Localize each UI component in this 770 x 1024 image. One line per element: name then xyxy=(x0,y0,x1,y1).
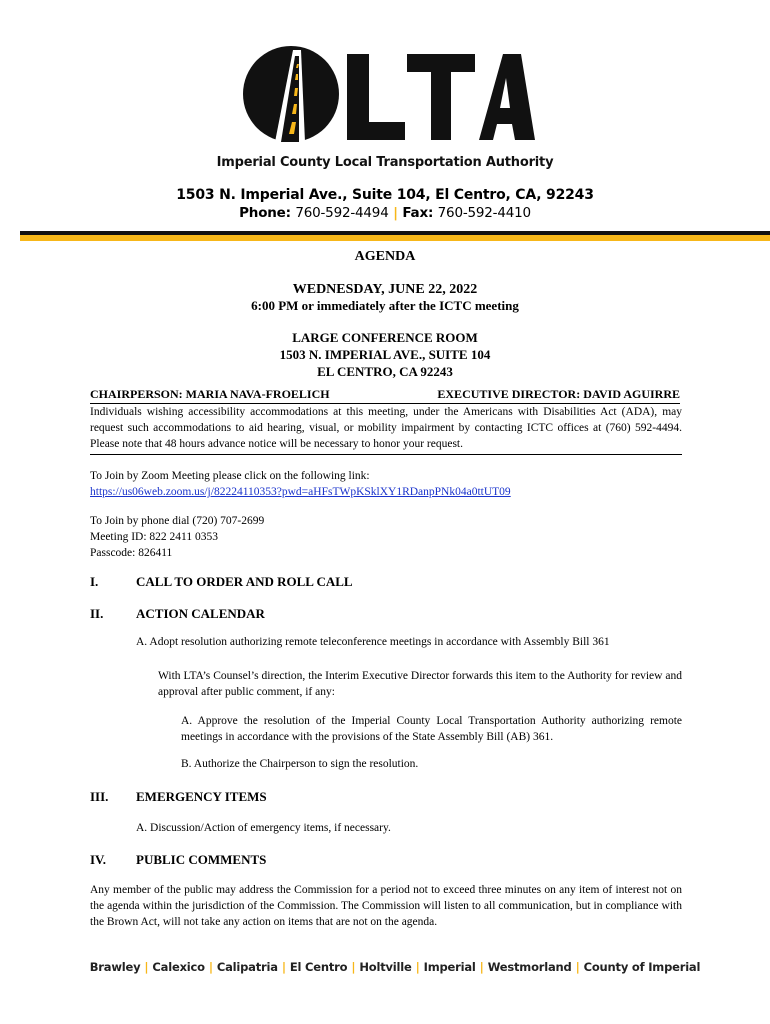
zoom-link[interactable]: https://us06web.zoom.us/j/82224110353?pwd=aHFsTWpKSklXY1RDanpPNk04a0ttUT09 xyxy=(90,486,511,498)
footer-city: El Centro xyxy=(289,960,348,974)
lta-logo-graphic xyxy=(235,42,535,150)
fax-number: 760-592-4410 xyxy=(437,205,531,221)
section-4-number: IV. xyxy=(90,852,107,867)
action-item-a-description: With LTA’s Counsel’s direction, the Interim Executive Director forwards this item to the Authority for review and approval after public comment, if any: xyxy=(158,670,682,698)
section-4-title: PUBLIC COMMENTS xyxy=(136,852,267,867)
meeting-room: LARGE CONFERENCE ROOM xyxy=(292,330,478,345)
org-address: 1503 N. Imperial Ave., Suite 104, El Centro, CA, 92243 xyxy=(176,187,594,203)
meeting-time: 6:00 PM or immediately after the ICTC meeting xyxy=(251,298,519,313)
passcode: Passcode: 826411 xyxy=(90,547,173,559)
phone-label: Phone: xyxy=(239,205,291,221)
section-3-title: EMERGENCY ITEMS xyxy=(136,789,267,804)
meeting-date: WEDNESDAY, JUNE 22, 2022 xyxy=(292,282,478,297)
footer-separator: | xyxy=(479,960,484,974)
meeting-address-line2: EL CENTRO, CA 92243 xyxy=(317,364,453,379)
dial-instructions: To Join by phone dial (720) 707-2699 xyxy=(90,515,265,527)
emergency-item-a: A. Discussion/Action of emergency items, if necessary. xyxy=(136,822,391,834)
meeting-id: Meeting ID: 822 2411 0353 xyxy=(90,531,218,543)
footer-city: Westmorland xyxy=(487,960,572,974)
contact-separator: | xyxy=(393,205,398,221)
meeting-address-line1: 1503 N. IMPERIAL AVE., SUITE 104 xyxy=(279,347,491,362)
org-name: Imperial County Local Transportation Authority xyxy=(216,155,554,170)
header-band-gold xyxy=(20,235,770,241)
footer-city: Calipatria xyxy=(216,960,278,974)
footer-city: Calexico xyxy=(152,960,205,974)
action-item-a: A. Adopt resolution authorizing remote teleconference meetings in accordance with Assembly Bill 361 xyxy=(136,636,610,648)
footer-city: Brawley xyxy=(89,960,141,974)
officers-row xyxy=(90,387,680,404)
footer-separator: | xyxy=(281,960,286,974)
footer-separator: | xyxy=(351,960,356,974)
section-2-title: ACTION CALENDAR xyxy=(136,606,265,621)
footer-separator: | xyxy=(208,960,213,974)
chairperson: CHAIRPERSON: MARIA NAVA-FROELICH xyxy=(90,387,330,401)
footer-cities xyxy=(0,960,770,974)
footer-city: Imperial xyxy=(423,960,476,974)
phone-number: 760-592-4494 xyxy=(295,205,389,221)
footer-city: County of Imperial xyxy=(583,960,701,974)
executive-director: EXECUTIVE DIRECTOR: DAVID AGUIRRE xyxy=(437,387,680,401)
section-1-number: I. xyxy=(90,574,99,589)
action-subitem-a: A. Approve the resolution of the Imperial County Local Transportation Authority authorizing remote meetings in accordance with the provisions of the State Assembly Bill (AB) 361. xyxy=(181,715,682,743)
footer-separator: | xyxy=(415,960,420,974)
footer-separator: | xyxy=(144,960,149,974)
footer-separator: | xyxy=(575,960,580,974)
section-2-number: II. xyxy=(90,606,104,621)
section-1-title: CALL TO ORDER AND ROLL CALL xyxy=(136,574,353,589)
footer-city: Holtville xyxy=(359,960,412,974)
zoom-instructions: To Join by Zoom Meeting please click on the following link: xyxy=(90,470,370,482)
public-comments-text: Any member of the public may address the Commission for a period not to exceed three minutes on any item of interest not on the agenda within the jurisdiction of the Commission. The Commission will listen to all communication, but in compliance with the Brown Act, will not take any action on items that are not on the agenda. xyxy=(90,884,682,928)
section-3-number: III. xyxy=(90,789,109,804)
org-contact xyxy=(0,205,770,221)
agenda-title: AGENDA xyxy=(354,249,416,264)
logo xyxy=(0,42,770,150)
action-subitem-b: B. Authorize the Chairperson to sign the resolution. xyxy=(181,758,419,770)
ada-notice: Individuals wishing accessibility accommodations at this meeting, under the Americans with Disabilities Act (ADA), may request such accommodations to aid hearing, visual, or mobility impairment by contacting ICTC offices at (760) 592-4494. Please note that 48 hours advance notice will be necessary to honor your request. xyxy=(90,404,682,455)
fax-label: Fax: xyxy=(402,205,434,221)
